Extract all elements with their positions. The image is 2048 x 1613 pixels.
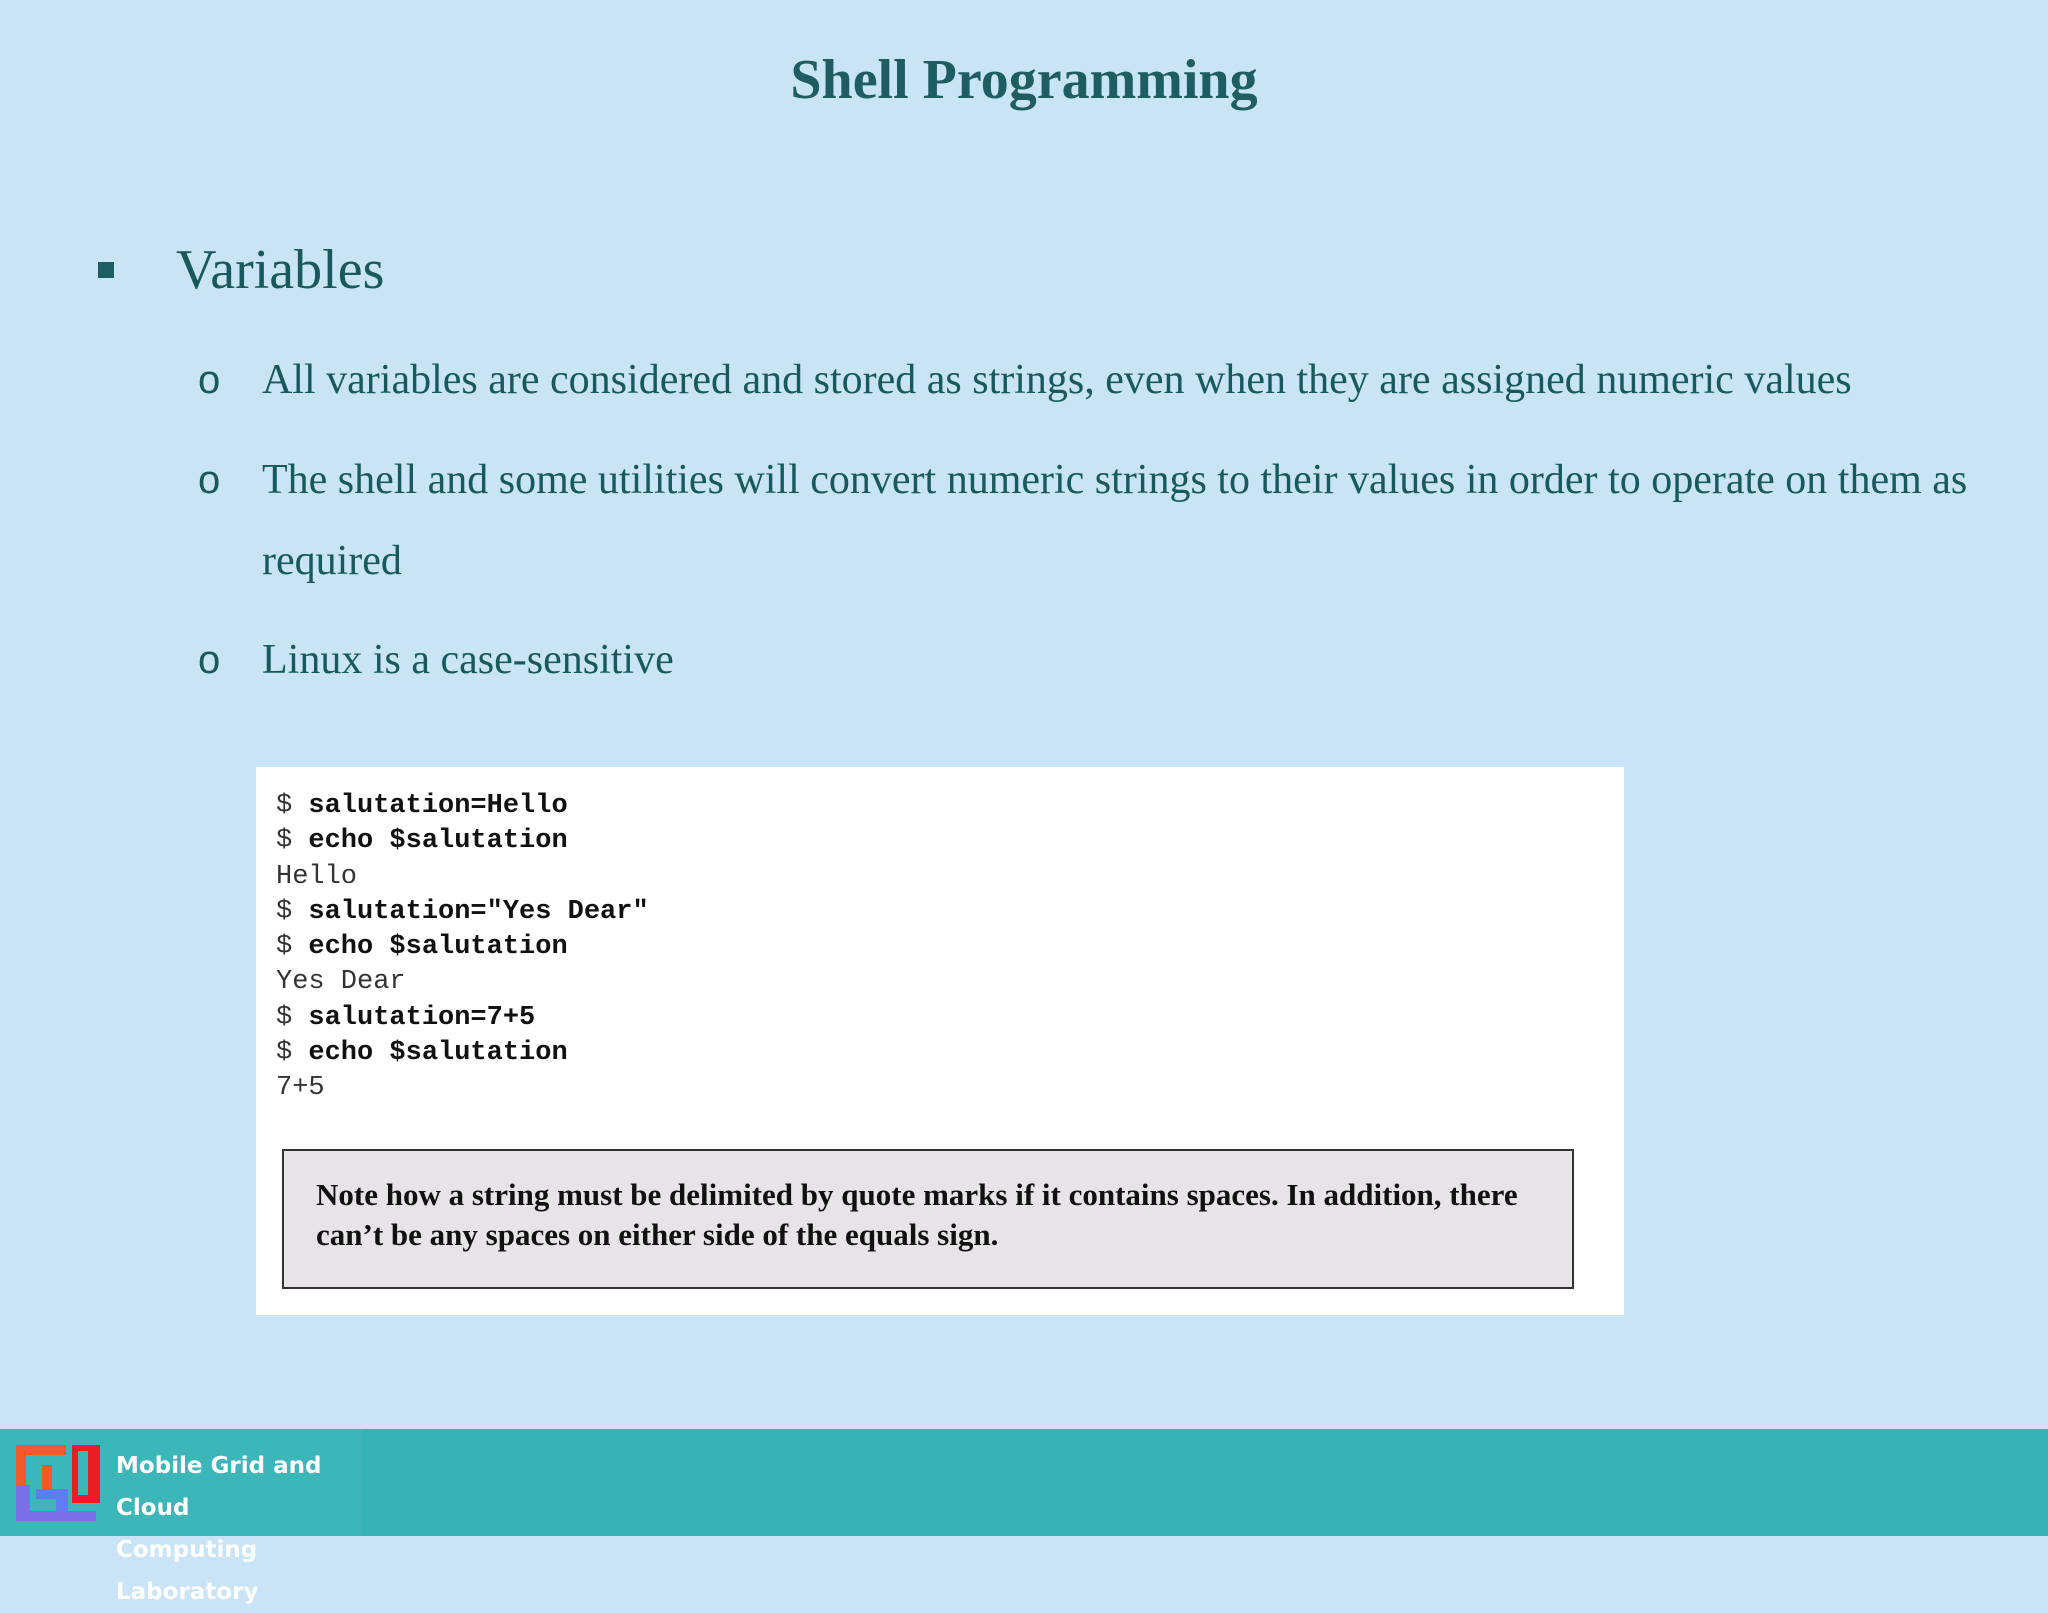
footer-bar bbox=[0, 1429, 2048, 1605]
code-line bbox=[276, 789, 649, 824]
bullet-item bbox=[198, 440, 2018, 602]
code-prompt: $ bbox=[276, 1002, 309, 1033]
code-prompt: $ bbox=[276, 826, 309, 857]
lab-name-line1: Mobile Grid and Cloud bbox=[116, 1453, 322, 1521]
circle-bullet-icon: o bbox=[198, 358, 221, 402]
code-line bbox=[276, 1001, 649, 1036]
bullet-text: All variables are considered and stored as strings, even when they are assigned numeric values bbox=[262, 357, 1852, 403]
code-line bbox=[276, 930, 649, 965]
lab-name-line2: Computing Laboratory bbox=[116, 1537, 259, 1605]
bullet-text: The shell and some utilities will convert numeric strings to their values in order to operate on them as required bbox=[262, 457, 1968, 584]
code-command: salutation=7+5 bbox=[308, 1002, 536, 1033]
code-listing bbox=[276, 789, 649, 1107]
code-line bbox=[276, 965, 649, 1000]
code-command: echo $salutation bbox=[308, 826, 568, 857]
code-output: Yes Dear bbox=[276, 967, 406, 998]
code-command: salutation=Hello bbox=[308, 791, 568, 821]
bullet-item bbox=[198, 340, 1998, 421]
lab-logo bbox=[0, 1429, 362, 1605]
note-box bbox=[282, 1149, 1574, 1289]
code-prompt: $ bbox=[276, 791, 309, 821]
code-prompt: $ bbox=[276, 932, 309, 963]
square-bullet-icon bbox=[98, 262, 114, 278]
code-prompt: $ bbox=[276, 896, 309, 927]
circle-bullet-icon: o bbox=[198, 638, 221, 682]
slide-title: Shell Programming bbox=[790, 49, 1258, 111]
lab-name bbox=[116, 1445, 362, 1613]
code-command: echo $salutation bbox=[308, 932, 568, 963]
code-command: echo $salutation bbox=[308, 1038, 568, 1069]
section-bullet bbox=[98, 238, 384, 302]
circle-bullet-icon: o bbox=[198, 458, 221, 502]
code-line bbox=[276, 824, 649, 859]
code-output: Hello bbox=[276, 861, 358, 892]
code-line bbox=[276, 860, 649, 895]
code-line bbox=[276, 1036, 649, 1071]
bullet-text: Linux is a case-sensitive bbox=[262, 637, 674, 683]
code-line bbox=[276, 1071, 649, 1106]
code-command: salutation="Yes Dear" bbox=[308, 896, 649, 927]
code-line bbox=[276, 895, 649, 930]
section-heading: Variables bbox=[176, 239, 385, 301]
code-example-box bbox=[256, 767, 1624, 1315]
lab-logo-icon bbox=[16, 1445, 104, 1521]
code-prompt: $ bbox=[276, 1038, 309, 1069]
code-output: 7+5 bbox=[276, 1073, 325, 1104]
bullet-item bbox=[198, 620, 1998, 701]
note-text: Note how a string must be delimited by quote marks if it contains spaces. In addition, there can’t be any spaces on either side of the equals sign. bbox=[316, 1177, 1518, 1252]
